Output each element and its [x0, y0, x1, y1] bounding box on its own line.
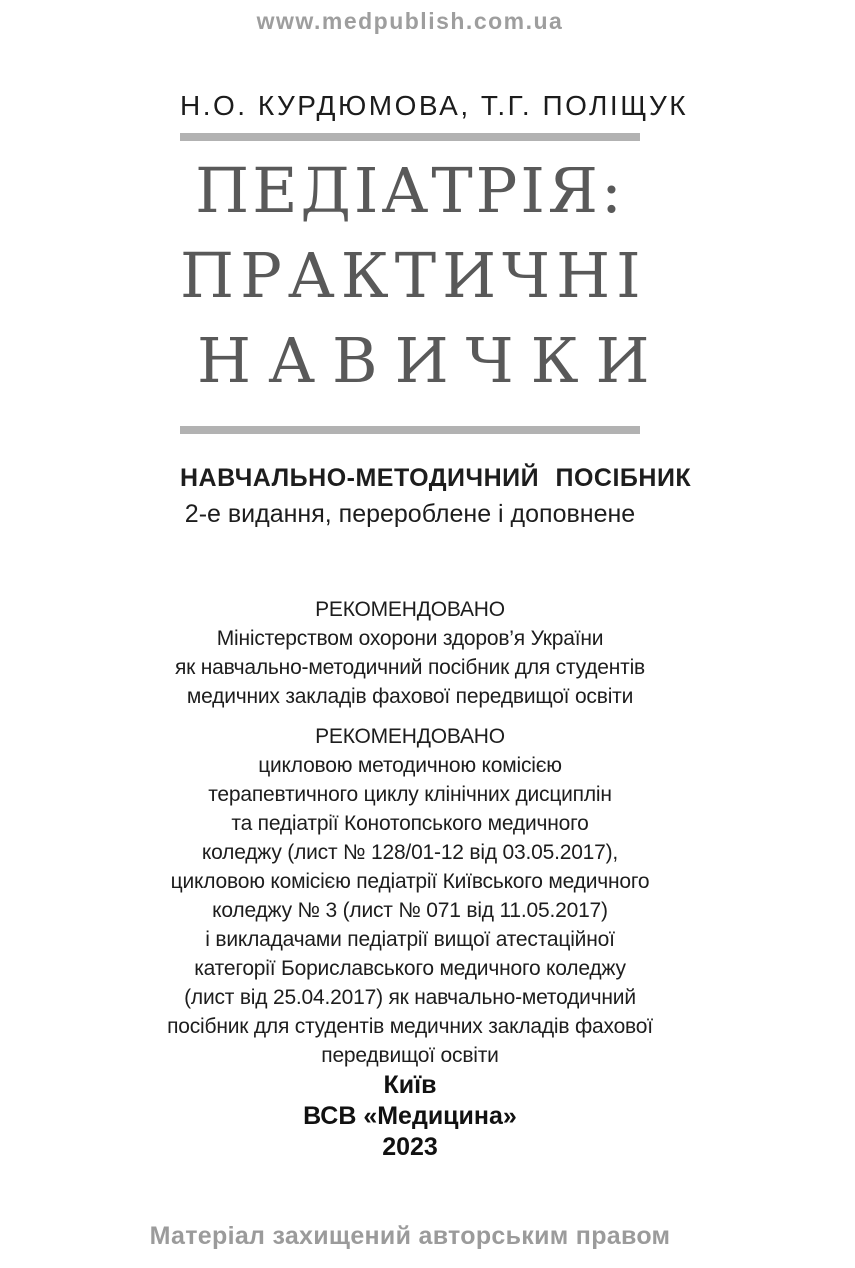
recommendation-line: категорії Бориславського медичного коледжу — [194, 957, 626, 980]
book-title-line: ПЕДІАТРІЯ: — [195, 154, 625, 227]
imprint — [180, 1070, 640, 1163]
authors-line: Н.О. КУРДЮМОВА, Т.Г. ПОЛІЩУК — [180, 90, 689, 121]
recommendation-line: коледжу (лист № 128/01-12 від 03.05.2017), — [201, 841, 619, 864]
recommendation-line: і викладачами педіатрії вищої атестаційної — [205, 928, 615, 951]
recommendation-line: цикловою комісією педіатрії Київського медичного — [170, 870, 650, 893]
recommendation-line: коледжу № 3 (лист № 071 від 11.05.2017) — [212, 899, 608, 922]
book-subtitle: НАВЧАЛЬНО-МЕТОДИЧНИЙ ПОСІБНИК — [180, 464, 692, 492]
recommendation-line: та педіатрії Конотопського медичного — [231, 812, 589, 835]
book-title-line: ПРАКТИЧНІ — [180, 239, 647, 312]
website-url: www.medpublish.com.ua — [256, 8, 564, 34]
title-rule-bottom — [180, 426, 640, 434]
recommendation-block-2 — [120, 722, 700, 1070]
imprint-year: 2023 — [382, 1133, 438, 1161]
recommendation-line: Міністерством охорони здоров’я України — [216, 627, 604, 650]
recommendation-line: передвищої освіти — [321, 1044, 499, 1067]
recommendation-line: терапевтичного циклу клінічних дисциплін — [208, 783, 612, 806]
book-title-line: НАВИЧКИ — [197, 324, 667, 397]
content-column — [149, 0, 692, 1268]
recommendation-heading: РЕКОМЕНДОВАНО — [315, 598, 505, 621]
recommendation-line: посібник для студентів медичних закладів фахової — [167, 1015, 653, 1038]
recommendation-line: як навчально-методичний посібник для студентів — [174, 656, 646, 679]
recommendation-line: (лист від 25.04.2017) як навчально-методичний — [184, 986, 636, 1009]
title-rule-top — [180, 133, 640, 141]
imprint-publisher: ВСВ «Медицина» — [303, 1102, 517, 1130]
recommendation-line: медичних закладів фахової передвищої освіти — [186, 685, 634, 708]
book-title — [180, 148, 667, 403]
recommendation-block-1 — [120, 595, 700, 711]
copyright-notice: Матеріал захищений авторським правом — [149, 1222, 671, 1250]
recommendation-line: цикловою методичною комісією — [258, 754, 562, 777]
recommendation-heading: РЕКОМЕНДОВАНО — [315, 725, 505, 748]
edition-note: 2-е видання, перероблене і доповнене — [184, 500, 636, 528]
imprint-city: Київ — [383, 1071, 437, 1099]
